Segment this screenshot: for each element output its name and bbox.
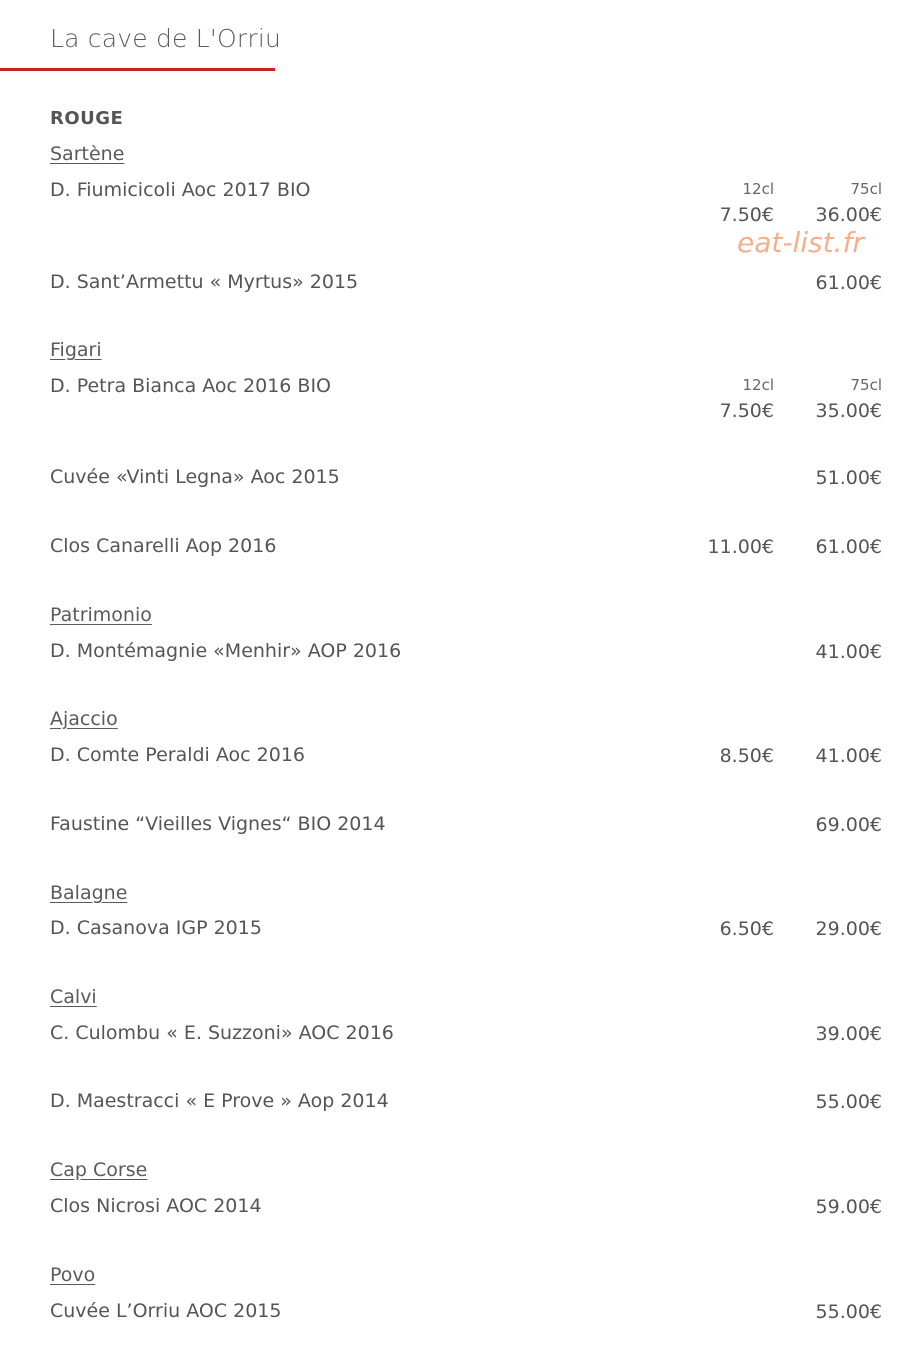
wine-name: D. Casanova IGP 2015: [50, 917, 262, 939]
region-balagne: Balagne: [50, 882, 128, 904]
price-75cl: 39.00€: [815, 1023, 882, 1045]
region-ajaccio: Ajaccio: [50, 708, 118, 730]
size-label-75cl: 75cl: [850, 376, 882, 394]
price-75cl: 51.00€: [815, 467, 882, 489]
price-75cl: 55.00€: [815, 1091, 882, 1113]
price-12cl: 6.50€: [719, 918, 774, 940]
price-12cl: 11.00€: [707, 536, 774, 558]
section-heading-rouge: ROUGE: [50, 108, 124, 129]
price-75cl: 69.00€: [815, 814, 882, 836]
page-title: La cave de L'Orriu: [50, 24, 282, 53]
region-patrimonio: Patrimonio: [50, 604, 152, 626]
price-75cl: 29.00€: [815, 918, 882, 940]
region-cap-corse: Cap Corse: [50, 1159, 148, 1181]
region-calvi: Calvi: [50, 986, 97, 1008]
price-75cl: 35.00€: [815, 400, 882, 422]
wine-name: D. Maestracci « E Prove » Aop 2014: [50, 1090, 389, 1112]
size-label-12cl: 12cl: [742, 376, 774, 394]
price-75cl: 61.00€: [815, 536, 882, 558]
price-75cl: 55.00€: [815, 1301, 882, 1323]
price-75cl: 59.00€: [815, 1196, 882, 1218]
price-75cl: 36.00€: [815, 204, 882, 226]
size-label-12cl: 12cl: [742, 180, 774, 198]
price-12cl: 7.50€: [719, 204, 774, 226]
watermark: eat-list.fr: [737, 226, 864, 259]
region-povo: Povo: [50, 1264, 96, 1286]
title-underline: [0, 68, 275, 71]
wine-name: D. Comte Peraldi Aoc 2016: [50, 744, 305, 766]
wine-name: Cuvée L’Orriu AOC 2015: [50, 1300, 282, 1322]
price-75cl: 41.00€: [815, 745, 882, 767]
wine-name: Clos Nicrosi AOC 2014: [50, 1195, 262, 1217]
price-75cl: 61.00€: [815, 272, 882, 294]
wine-name: Cuvée «Vinti Legna» Aoc 2015: [50, 466, 340, 488]
wine-name: D. Sant’Armettu « Myrtus» 2015: [50, 271, 359, 293]
region-figari: Figari: [50, 339, 102, 361]
wine-name: Faustine “Vieilles Vignes“ BIO 2014: [50, 813, 386, 835]
wine-name: C. Culombu « E. Suzzoni» AOC 2016: [50, 1022, 394, 1044]
wine-name: Clos Canarelli Aop 2016: [50, 535, 277, 557]
wine-name: D. Montémagnie «Menhir» AOP 2016: [50, 640, 402, 662]
wine-name: D. Fiumicicoli Aoc 2017 BIO: [50, 179, 311, 201]
region-sartene: Sartène: [50, 143, 125, 165]
wine-name: D. Petra Bianca Aoc 2016 BIO: [50, 375, 332, 397]
price-12cl: 7.50€: [719, 400, 774, 422]
price-75cl: 41.00€: [815, 641, 882, 663]
size-label-75cl: 75cl: [850, 180, 882, 198]
price-12cl: 8.50€: [719, 745, 774, 767]
